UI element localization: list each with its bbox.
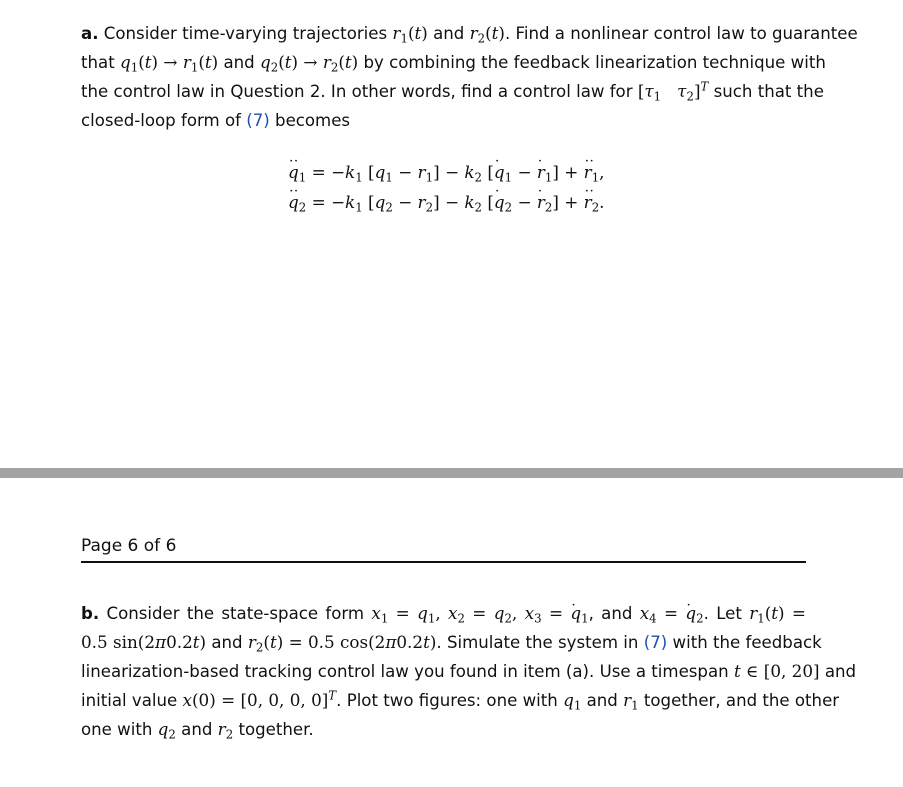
part-a-line-1 [81,19,858,48]
part-b-text: , and [588,604,633,623]
part-b-line-3 [81,657,857,686]
math: t ∈ [0, 20] [733,661,820,681]
equation-reference-link[interactable]: (7) [643,633,668,652]
part-b-line-4 [81,686,840,715]
part-a-text: closed-loop form of [81,111,241,130]
part-a-line-3 [81,77,824,106]
math: $x_4$ = · $q_2$ [640,603,704,623]
part-b-text: . Plot two figures: one with [336,691,558,710]
part-b-line-5 [81,715,806,744]
part-a-paragraph [81,19,858,135]
part-b-text: together. [238,720,314,739]
part-b-text: one with [81,720,153,739]
math: $r_1(t)$ = [749,603,806,626]
math: [$\tau_1$ $\tau_2]^T$ [637,79,709,104]
part-a-text: Consider time-varying trajectories [103,24,388,43]
part-b-text: and [181,720,213,739]
footer-rule [81,561,806,563]
part-b-line-2 [81,628,822,657]
part-b-paragraph [81,599,857,744]
math: $r_1$ [623,690,639,713]
part-b-text: initial value [81,691,178,710]
math: x(0) = [0, 0, 0, 0]$^T$ [182,688,337,710]
math: $r_2(t)$ [469,23,505,46]
equation-1 [288,162,605,185]
part-b-text: linearization-based tracking control law you found in item (a). Use a timespan [81,662,729,681]
part-a-text: . Find a nonlinear control law to guarantee [504,24,858,43]
part-a-text: becomes [275,111,351,130]
part-a-text: such that the [713,82,824,101]
math: $r_2$ [217,719,234,742]
math: $q_2(t) \to r_2(t)$ [259,52,359,75]
part-b-text: and [586,691,618,710]
part-b-text: . Let [703,604,742,623]
part-a-text: the control law in Question 2. In other words, find a control law for [81,82,633,101]
part-b-text: and [211,633,243,652]
math: $x_1 = q_1$, $x_2 = q_2$, $x_3$ = · $q_1$ [371,603,588,623]
part-b-line-1 [81,599,806,628]
math: $q_1(t) \to r_1(t)$ [119,52,219,75]
equation-2 [288,192,605,215]
part-b-text: and [824,662,857,681]
equation-reference-link[interactable]: (7) [246,111,270,130]
page-footer-label: Page 6 of 6 [81,536,177,556]
part-b-text: Consider the state-space form [106,604,365,623]
part-b-text: . Simulate the system in [436,633,639,652]
part-a-text: and [433,24,465,43]
part-a-text: by combining the feedback linearization technique with [363,53,826,72]
part-a-label: a. [81,24,99,43]
math: $q_1$ [563,690,582,713]
part-b-text: together, and the other [643,691,840,710]
math: $r_1(t)$ [392,23,428,46]
part-b-label: b. [81,604,100,623]
math: $r_2(t) = 0.5$ cos(2π0.2t) [247,632,437,655]
page-separator [0,468,903,478]
math: ·· $q_1 = -k_1$ $[q_1 - r_1] - k_2$ [· $q_1$ − · $r_1$] + ·· $r_1$, [288,162,605,182]
part-b-text: with the feedback [672,633,822,652]
part-a-text: and [223,53,255,72]
math: ·· $q_2 = -k_1$ $[q_2 - r_2] - k_2$ [· $q_2$ − · $r_2$] + ·· $r_2$. [288,192,605,212]
part-a-text: that [81,53,115,72]
part-a-line-2 [81,48,826,77]
math: 0.5 sin(2π0.2t) [81,632,207,652]
part-a-line-4 [81,106,806,135]
math: $q_2$ [157,719,176,742]
